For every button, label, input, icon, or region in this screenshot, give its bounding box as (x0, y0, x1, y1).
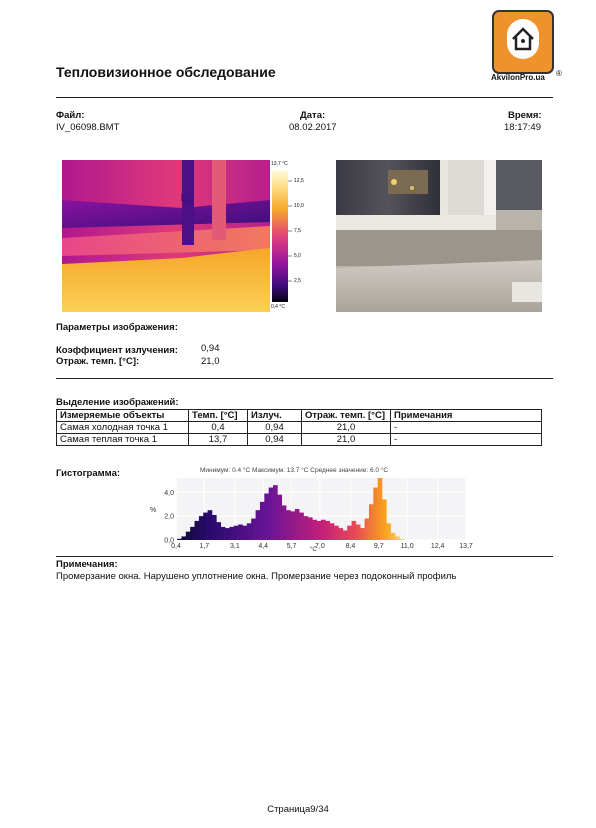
column-header: Отраж. темп. [°C] (302, 410, 391, 422)
histogram-bar (356, 525, 361, 541)
object-name: Самая холодная точка 1 (57, 422, 189, 434)
temperature-scale (268, 160, 318, 312)
reflected-temp-value: 21,0 (201, 356, 220, 367)
x-tick-label: 1,7 (199, 543, 210, 550)
report-title: Тепловизионное обследование (56, 64, 276, 80)
histogram-bar (395, 536, 400, 540)
histogram-stats: Минимум: 0.4 °C Максимум: 13.7 °C Среднее значение: 6.0 °C (200, 467, 389, 474)
date-label: Дата: (300, 110, 326, 121)
histogram-bar (216, 522, 221, 540)
histogram-divider (56, 556, 553, 557)
histogram-bar (229, 527, 234, 540)
histogram-heading: Гистограмма: (56, 468, 121, 479)
histogram-bar (277, 495, 282, 540)
table-header-row (57, 410, 542, 422)
histogram-bar (321, 520, 326, 540)
histogram-bar (286, 510, 291, 540)
histogram-bar (369, 504, 374, 540)
histogram-bar (338, 528, 343, 540)
file-value: IV_06098.BMT (56, 122, 120, 133)
histogram-bar (334, 526, 339, 540)
y-tick-label: 4,0 (164, 489, 174, 497)
histogram-bar (212, 515, 217, 540)
scale-tick-label: 10,0 (294, 203, 304, 209)
histogram-bar (295, 509, 300, 540)
thermal-image (62, 160, 270, 312)
histogram-bar (400, 539, 405, 540)
x-tick-label: 11,0 (400, 543, 414, 550)
table-row (57, 434, 542, 446)
x-tick-label: 13,7 (459, 543, 473, 550)
object-name: Самая теплая точка 1 (57, 434, 189, 446)
histogram-bar (260, 502, 265, 540)
column-header: Измеряемые объекты (57, 410, 189, 422)
x-tick-label: 3,1 (230, 543, 240, 550)
histogram-bar (378, 478, 383, 540)
akvilon-logo (492, 10, 554, 74)
x-tick-label: 7,0 (315, 543, 325, 550)
histogram-bar (203, 513, 208, 540)
measurements-table (56, 409, 542, 446)
histogram-bar (190, 527, 195, 540)
x-tick-label: 5,7 (286, 543, 297, 550)
histogram-bar (247, 523, 252, 540)
scale-tick-label: 12,5 (294, 178, 304, 184)
histogram-bar (269, 488, 274, 540)
scale-max-label: 13,7 °C (271, 161, 288, 167)
temperature-cell: 13,7 (189, 434, 248, 446)
histogram-bar (312, 520, 317, 540)
header-divider (56, 97, 553, 98)
histogram-bar (382, 499, 387, 540)
histogram-bar (360, 528, 365, 540)
histogram-bar (391, 533, 396, 540)
logo-brand-text: AkvilonPro.ua (491, 73, 545, 82)
emissivity-cell: 0,94 (248, 422, 302, 434)
histogram-bar (273, 485, 278, 540)
time-value: 18:17:49 (504, 122, 541, 133)
histogram-bar (234, 526, 239, 540)
histogram-bar (373, 488, 378, 540)
date-value: 08.02.2017 (289, 122, 337, 133)
histogram-chart (140, 476, 476, 552)
y-tick-label: 0,0 (164, 537, 174, 545)
x-axis-unit: °C (310, 547, 317, 552)
histogram-bar (282, 505, 287, 540)
params-divider (56, 378, 553, 379)
scale-tick-label: 2,5 (294, 278, 301, 284)
table-row (57, 422, 542, 434)
histogram-bar (343, 530, 348, 540)
temperature-cell: 0,4 (189, 422, 248, 434)
notes-cell: - (391, 422, 542, 434)
histogram-bar (325, 521, 330, 540)
histogram-bar (290, 511, 295, 540)
y-axis-unit: % (150, 507, 157, 514)
image-params-heading: Параметры изображения: (56, 322, 178, 333)
scale-tick-label: 5,0 (294, 253, 301, 259)
histogram-bar (251, 519, 256, 540)
histogram-bar (195, 521, 200, 540)
emissivity-cell: 0,94 (248, 434, 302, 446)
y-tick-label: 2,0 (164, 513, 174, 521)
registered-mark: ® (556, 69, 562, 78)
histogram-bar (186, 532, 191, 540)
x-tick-label: 9,7 (373, 543, 384, 550)
histogram-bar (256, 510, 261, 540)
column-header: Примечания (391, 410, 542, 422)
file-label: Файл: (56, 110, 85, 121)
x-tick-label: 4,4 (258, 543, 269, 550)
scale-min-label: 0,4 °C (271, 304, 285, 310)
house-icon (507, 19, 539, 59)
column-header: Темп. [°C] (189, 410, 248, 422)
x-tick-label: 0,4 (171, 543, 181, 550)
histogram-bar (238, 525, 243, 541)
x-tick-label: 12,4 (430, 543, 445, 550)
histogram-bar (299, 513, 304, 540)
time-label: Время: (508, 110, 542, 121)
histogram-bar (208, 510, 213, 540)
histogram-bar (317, 521, 322, 540)
visual-photo (336, 160, 542, 312)
notes-heading: Примечания: (56, 559, 118, 570)
histogram-bar (181, 536, 186, 540)
reflected-temp-cell: 21,0 (302, 434, 391, 446)
histogram-bar (199, 516, 204, 540)
column-header: Излуч. (248, 410, 302, 422)
histogram-bar (304, 516, 309, 540)
histogram-bar (330, 523, 335, 540)
scale-tick-label: 7,5 (294, 228, 301, 234)
notes-text: Промерзание окна. Нарушено уплотнение окна. Промерзание через подоконный профиль (56, 571, 457, 582)
histogram-bar (264, 494, 269, 541)
x-tick-label: 8,4 (345, 543, 356, 550)
histogram-bar (225, 528, 230, 540)
histogram-bar (308, 517, 313, 540)
notes-cell: - (391, 434, 542, 446)
histogram-bar (243, 526, 248, 540)
histogram-bar (177, 539, 182, 540)
emissivity-value: 0,94 (201, 343, 220, 354)
reflected-temp-label: Отраж. темп. [°C]: (56, 356, 140, 367)
histogram-bar (352, 521, 357, 540)
histogram-bar (386, 523, 391, 540)
histogram-bar (365, 519, 370, 540)
emissivity-label: Коэффициент излучения: (56, 345, 178, 356)
histogram-bar (221, 527, 226, 540)
selection-heading: Выделение изображений: (56, 397, 179, 408)
reflected-temp-cell: 21,0 (302, 422, 391, 434)
histogram-bar (347, 526, 352, 540)
page-number: Страница9/34 (267, 804, 329, 815)
